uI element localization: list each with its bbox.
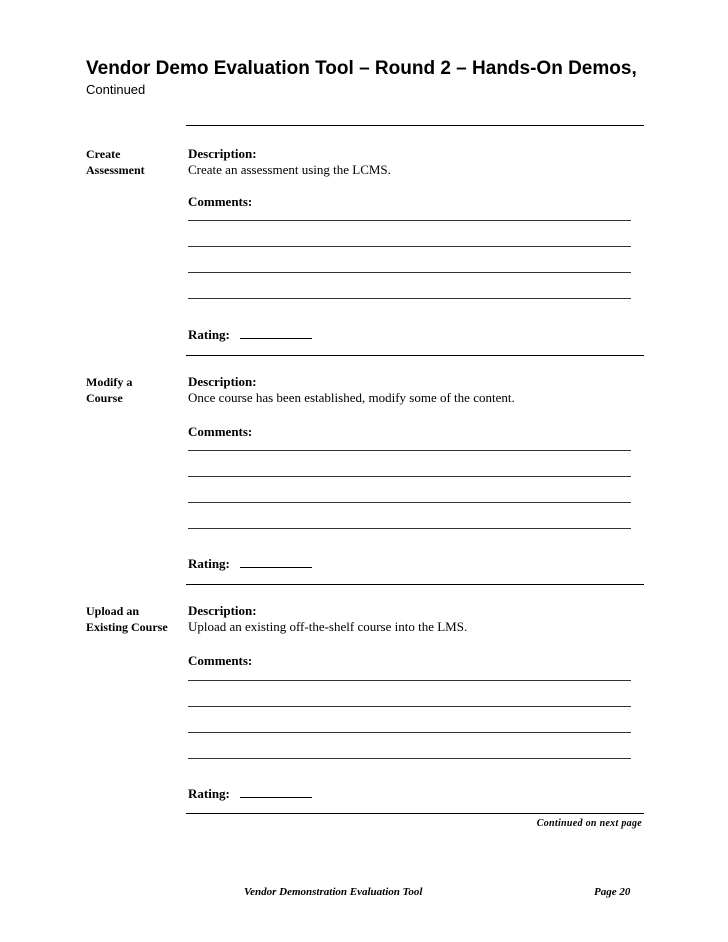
section-label-line1: Create [86,147,121,161]
comment-line[interactable] [188,706,631,707]
comment-line[interactable] [188,528,631,529]
continued-note: Continued on next page [536,818,642,829]
rating-row [188,556,312,572]
comment-line[interactable] [188,758,631,759]
description-label: Description: [188,374,257,389]
section-label [86,603,186,635]
comment-line[interactable] [188,450,631,451]
comments-label: Comments: [188,653,253,668]
rating-row [188,327,312,343]
comment-line[interactable] [188,220,631,221]
section-label-line1: Upload an [86,604,140,618]
comments-label: Comments: [188,424,253,439]
description-text: Once course has been established, modify some of the content. [188,390,515,405]
comment-line[interactable] [188,272,631,273]
description-text: Create an assessment using the LCMS. [188,162,391,177]
section-label [86,374,186,406]
header-rule [186,125,644,126]
section-label-line2: Course [86,391,123,405]
continuation-rule [186,813,644,814]
description-label: Description: [188,146,257,161]
comment-line[interactable] [188,298,631,299]
page-subtitle: Continued [86,82,146,97]
comment-line[interactable] [188,732,631,733]
description-text: Upload an existing off-the-shelf course into the LMS. [188,619,468,634]
footer-title: Vendor Demonstration Evaluation Tool [244,886,423,898]
rating-label: Rating: [188,556,230,571]
rating-field[interactable] [240,557,312,568]
comment-line[interactable] [188,246,631,247]
section-label [86,146,186,178]
description-label: Description: [188,603,257,618]
section-label-line2: Assessment [86,163,145,177]
comment-line[interactable] [188,502,631,503]
section-rule [186,584,644,585]
section-label-line1: Modify a [86,375,133,389]
comment-line[interactable] [188,680,631,681]
comments-label: Comments: [188,194,253,209]
rating-label: Rating: [188,786,230,801]
footer-page-number: Page 20 [594,886,631,898]
rating-label: Rating: [188,327,230,342]
rating-row [188,786,312,802]
rating-field[interactable] [240,328,312,339]
comment-line[interactable] [188,476,631,477]
section-label-line2: Existing Course [86,620,168,634]
page-title: Vendor Demo Evaluation Tool – Round 2 – Hands-On Demos, [86,58,637,79]
rating-field[interactable] [240,787,312,798]
section-rule [186,355,644,356]
